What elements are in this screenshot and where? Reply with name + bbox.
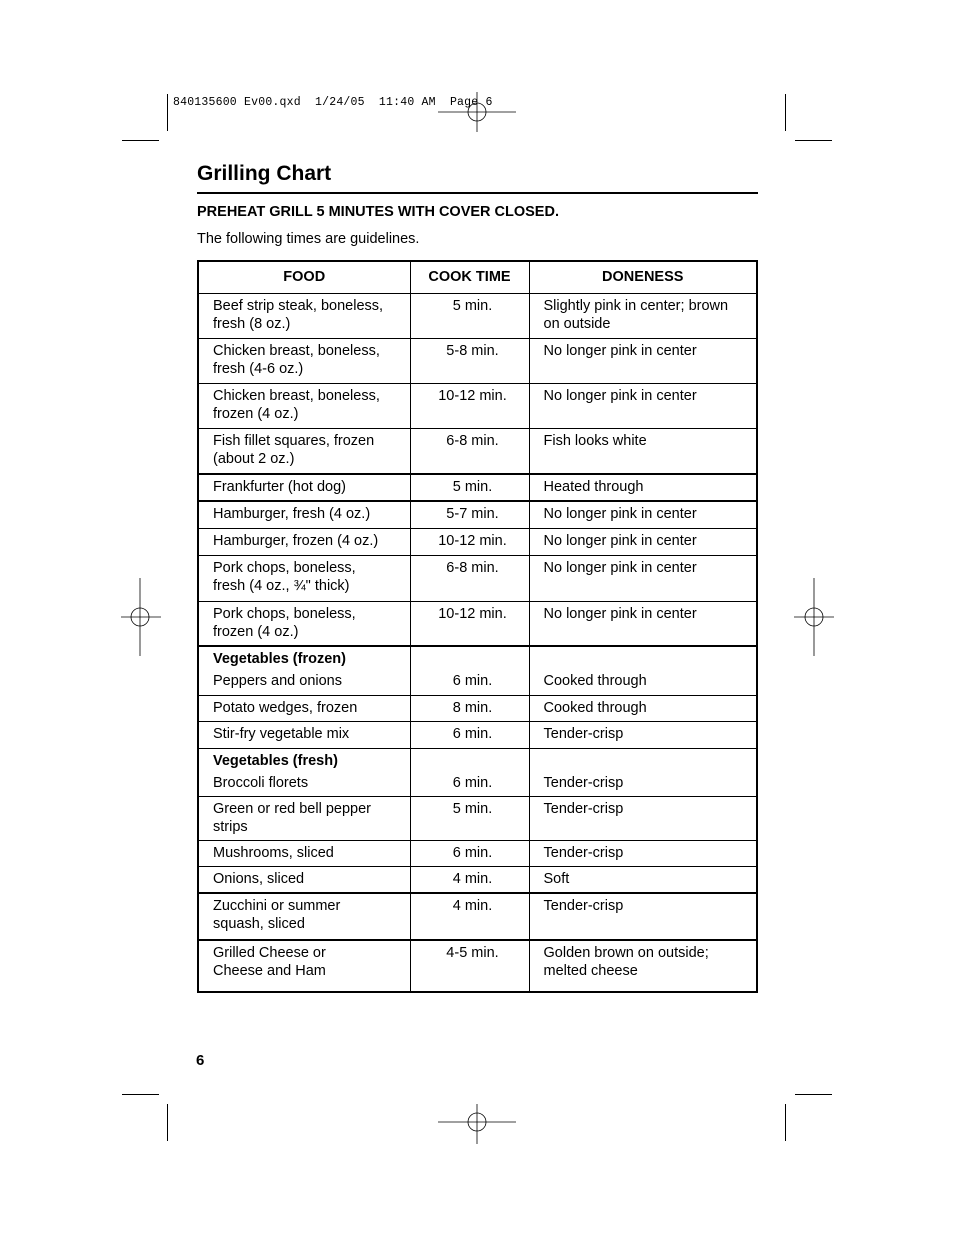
table-row (198, 474, 757, 501)
doneness-text: No longer pink in center (543, 506, 697, 522)
cook-time: 6-8 min. (446, 559, 499, 576)
food-name: Pork chops, boneless, frozen (4 oz.) (213, 605, 356, 640)
category-label: Vegetables (frozen) (213, 650, 346, 667)
cook-time: 6 min. (452, 672, 493, 689)
food-name: Mushrooms, sliced (213, 845, 334, 861)
cook-time: 10-12 min. (438, 532, 507, 549)
table-row (198, 601, 757, 646)
food-cell (198, 696, 410, 722)
food-cell (198, 474, 410, 501)
doneness-text: No longer pink in center (543, 532, 697, 549)
table-row (198, 501, 757, 528)
doneness-cell (529, 428, 757, 474)
cook-time: 5-7 min. (446, 506, 499, 522)
doneness-text: Tender-crisp (543, 801, 624, 817)
table-row (198, 555, 757, 601)
doneness-text: Heated through (543, 479, 644, 495)
food-name: Zucchini or summer squash, sliced (213, 898, 341, 932)
cook-time-cell (410, 528, 529, 555)
header-cook-time: COOK TIME (410, 261, 529, 293)
food-name: Hamburger, fresh (4 oz.) (213, 506, 371, 522)
registration-mark-icon (794, 578, 834, 656)
category-label: Vegetables (fresh) (213, 753, 338, 769)
cook-time: 4-5 min. (446, 945, 499, 961)
table-body (198, 293, 757, 992)
doneness-text: No longer pink in center (543, 342, 697, 359)
cook-time-cell (410, 797, 529, 841)
doneness-cell (529, 696, 757, 722)
food-cell (198, 555, 410, 601)
doneness-text: Soft (543, 871, 570, 887)
table-row (198, 940, 757, 992)
food-name: Peppers and onions (213, 672, 342, 689)
doneness-text: Tender-crisp (543, 898, 624, 914)
header-doneness: DONENESS (529, 261, 757, 293)
food-name: Onions, sliced (213, 871, 305, 887)
table-row (198, 528, 757, 555)
table-row (198, 797, 757, 841)
preheat-instruction: PREHEAT GRILL 5 MINUTES WITH COVER CLOSED. (197, 204, 559, 220)
table-row (198, 749, 757, 797)
cook-time-cell (410, 601, 529, 646)
doneness-cell (529, 338, 757, 383)
doneness-cell (529, 749, 757, 797)
food-cell (198, 841, 410, 867)
food-cell (198, 383, 410, 428)
cook-time: 10-12 min. (438, 605, 507, 622)
food-cell (198, 797, 410, 841)
crop-mark (785, 1104, 786, 1141)
doneness-cell (529, 474, 757, 501)
food-name: Pork chops, boneless, fresh (4 oz., ¾" thick) (213, 559, 356, 594)
cook-time-cell (410, 428, 529, 474)
table-row (198, 338, 757, 383)
table-row (198, 841, 757, 867)
cook-time: 4 min. (452, 898, 493, 914)
cook-time-cell (410, 696, 529, 722)
doneness-cell (529, 383, 757, 428)
cook-time-cell (410, 646, 529, 696)
table-row (198, 428, 757, 474)
table-row (198, 696, 757, 722)
cook-time-cell (410, 940, 529, 992)
doneness-cell (529, 797, 757, 841)
guideline-note: The following times are guidelines. (197, 231, 420, 247)
cook-time: 6 min. (452, 775, 493, 791)
grilling-chart-table (197, 260, 758, 993)
food-name: Broccoli florets (213, 775, 309, 791)
food-cell (198, 428, 410, 474)
cook-time: 6 min. (452, 845, 493, 861)
table-header-row (198, 261, 757, 293)
food-name: Chicken breast, boneless, frozen (4 oz.) (213, 387, 380, 422)
cook-time: 6 min. (452, 726, 493, 742)
crop-mark (795, 1094, 832, 1095)
registration-mark-icon (438, 1104, 516, 1144)
doneness-cell (529, 646, 757, 696)
cook-time-cell (410, 749, 529, 797)
cook-time-cell (410, 293, 529, 338)
doneness-text: No longer pink in center (543, 387, 697, 404)
cook-time: 5-8 min. (446, 342, 499, 359)
cook-time: 4 min. (452, 871, 493, 887)
food-cell (198, 338, 410, 383)
cook-time-cell (410, 474, 529, 501)
registration-mark-icon (438, 92, 516, 132)
doneness-text: Tender-crisp (543, 845, 624, 861)
doneness-text: Tender-crisp (543, 775, 624, 791)
crop-mark (167, 1104, 168, 1141)
table-row (198, 722, 757, 749)
food-cell (198, 893, 410, 940)
table-row (198, 893, 757, 940)
crop-mark (795, 140, 832, 141)
cook-time-cell (410, 338, 529, 383)
cook-time: 5 min. (452, 297, 493, 314)
doneness-text: No longer pink in center (543, 605, 697, 622)
doneness-cell (529, 841, 757, 867)
food-cell (198, 528, 410, 555)
title-rule (197, 192, 758, 194)
food-cell (198, 940, 410, 992)
food-cell (198, 601, 410, 646)
cook-time-cell (410, 501, 529, 528)
cook-time-cell (410, 555, 529, 601)
cook-time-cell (410, 722, 529, 749)
cook-time: 5 min. (452, 479, 493, 495)
cook-time: 6-8 min. (446, 432, 499, 449)
doneness-cell (529, 555, 757, 601)
crop-mark (167, 94, 168, 131)
food-name: Grilled Cheese or Cheese and Ham (213, 945, 326, 979)
table-row (198, 293, 757, 338)
doneness-text: No longer pink in center (543, 559, 697, 576)
food-cell (198, 867, 410, 894)
cook-time-cell (410, 383, 529, 428)
crop-mark (785, 94, 786, 131)
cook-time-cell (410, 867, 529, 894)
doneness-cell (529, 867, 757, 894)
doneness-text: Cooked through (543, 672, 647, 689)
food-cell (198, 501, 410, 528)
cook-time: 10-12 min. (438, 387, 507, 404)
food-name: Stir-fry vegetable mix (213, 726, 350, 742)
food-name: Fish fillet squares, frozen (about 2 oz.) (213, 432, 375, 467)
food-name: Chicken breast, boneless, fresh (4-6 oz.) (213, 342, 380, 377)
food-cell (198, 749, 410, 797)
header-food: FOOD (198, 261, 410, 293)
food-cell (198, 293, 410, 338)
food-name: Potato wedges, frozen (213, 700, 358, 716)
cook-time: 8 min. (452, 700, 493, 716)
page-number: 6 (196, 1052, 205, 1069)
food-name: Hamburger, frozen (4 oz.) (213, 532, 379, 549)
doneness-text: Cooked through (543, 700, 647, 716)
food-cell (198, 646, 410, 696)
doneness-text: Tender-crisp (543, 726, 624, 742)
doneness-cell (529, 528, 757, 555)
table-row (198, 646, 757, 696)
crop-mark (122, 140, 159, 141)
cook-time: 5 min. (452, 801, 493, 817)
page-title: Grilling Chart (197, 162, 332, 185)
table-row (198, 867, 757, 894)
food-name: Frankfurter (hot dog) (213, 479, 346, 495)
doneness-cell (529, 893, 757, 940)
cook-time-cell (410, 893, 529, 940)
printer-slug: 840135600 Ev00.qxd 1/24/05 11:40 AM Page 6 (173, 96, 493, 109)
doneness-cell (529, 601, 757, 646)
doneness-cell (529, 293, 757, 338)
doneness-text: Fish looks white (543, 432, 647, 449)
doneness-text: Golden brown on outside; melted cheese (543, 945, 709, 979)
doneness-cell (529, 722, 757, 749)
food-cell (198, 722, 410, 749)
doneness-cell (529, 501, 757, 528)
registration-mark-icon (121, 578, 161, 656)
food-name: Beef strip steak, boneless, fresh (8 oz.) (213, 297, 384, 332)
food-name: Green or red bell pepper strips (213, 801, 371, 835)
doneness-cell (529, 940, 757, 992)
crop-mark (122, 1094, 159, 1095)
table-row (198, 383, 757, 428)
cook-time-cell (410, 841, 529, 867)
doneness-text: Slightly pink in center; brown on outside (543, 297, 729, 332)
